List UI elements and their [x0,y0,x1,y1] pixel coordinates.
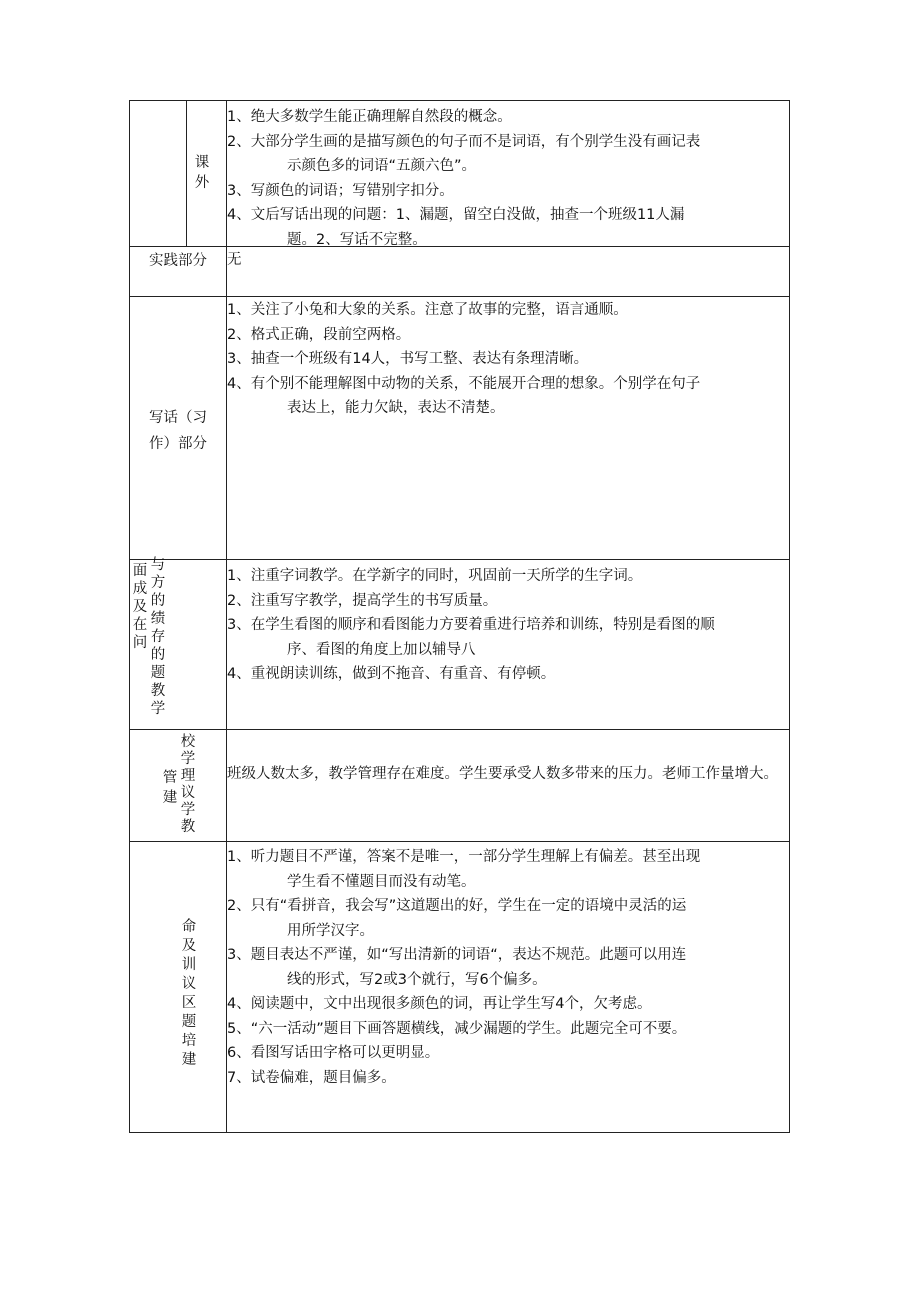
list-item: 1、关注了小兔和大象的关系。注意了故事的完整，语言通顺。 [227,302,628,318]
list-item: 3、题目表达不严谨，如“写出清新的词语“，表达不规范。此题可以用连 线的形式，写2或3个就行，写6个偏多。 [227,947,687,988]
list-item: 2、格式正确，段前空两格。 [227,326,411,343]
label-mingti: 命及训议区题培建 [181,919,197,1068]
row-shijian [130,247,789,297]
list-item: 4、有个别不能理解图中动物的关系，不能展开合理的想象。个别学在句子 表达上，能力欠缺，表达不清楚。 [227,375,701,416]
list-item: 1、听力题目不严谨，答案不是唯一，一部分学生理解上有偏差。甚至出现 学生看不懂题目而没有动笔。 [227,849,701,890]
list-item: 4、阅读题中，文中出现很多颜色的词，再让学生写4个，欠考虑。 [227,996,652,1012]
row-kewai [130,101,789,247]
evaluation-table [129,100,790,1133]
list-item: 5、“六一活动”题目下画答题横线，减少漏题的学生。此题完全可不要。 [227,1020,687,1037]
list-item: 2、大部分学生画的是描写颜色的句子而不是词语，有个别学生没有画记表 示颜色多的词语“五颜六色”。 [227,133,701,174]
list-item: 1、注重字词教学。在学新字的同时，巩固前一天所学的生字词。 [227,568,643,584]
list-item: 3、抽查一个班级有14人，书写工整、表达有条理清晰。 [227,351,589,367]
content-chengji [227,564,783,687]
content-shijian: 无 [227,252,242,268]
row-guanli [130,730,789,842]
row-chengji [130,557,789,730]
label-chengji-col2: 与方的绩存的题教学 [150,557,166,717]
row-mingti [130,842,789,1133]
list-item: 2、注重写字教学，提高学生的书写质量。 [227,592,498,609]
list-item: 2、只有“看拼音，我会写”这道题出的好，学生在一定的语境中灵活的运 用所学汉字。 [227,898,687,939]
content-mingti [227,845,783,1090]
list-item: 3、写颜色的词语；写错别字扣分。 [227,182,454,199]
content-kewai [227,105,783,252]
label-xiehua: 写话（习 作）部分 [149,410,207,452]
label-chengji-col1: 面成及在问 [132,563,148,651]
row-xiehua [130,297,789,560]
list-item: 4、文后写话出现的问题：1、漏题，留空白没做，抽查一个班级11人漏 题。2、写话不完整。 [227,207,685,248]
label-guanli-col2: 校学理议学教 [180,734,196,835]
list-item: 4、重视朗读训练，做到不拖音、有重音、有停顿。 [227,666,556,682]
label-shijian: 实践部分 [149,253,207,269]
label-kewai: 课 外 [194,155,210,191]
label-guanli-col1: 管建 [162,770,178,806]
list-item: 1、绝大多数学生能正确理解自然段的概念。 [227,109,512,125]
list-item: 6、看图写话田字格可以更明显。 [227,1045,440,1061]
content-xiehua [227,298,783,421]
content-guanli: 班级人数太多，教学管理存在难度。学生要承受人数多带来的压力。老师工作量增大。 [227,766,778,782]
list-item: 7、试卷偏难，题目偏多。 [227,1069,396,1086]
list-item: 3、在学生看图的顺序和看图能力方要着重进行培养和训练，特别是看图的顺 序、看图的角度上加以辅导八 [227,617,715,658]
